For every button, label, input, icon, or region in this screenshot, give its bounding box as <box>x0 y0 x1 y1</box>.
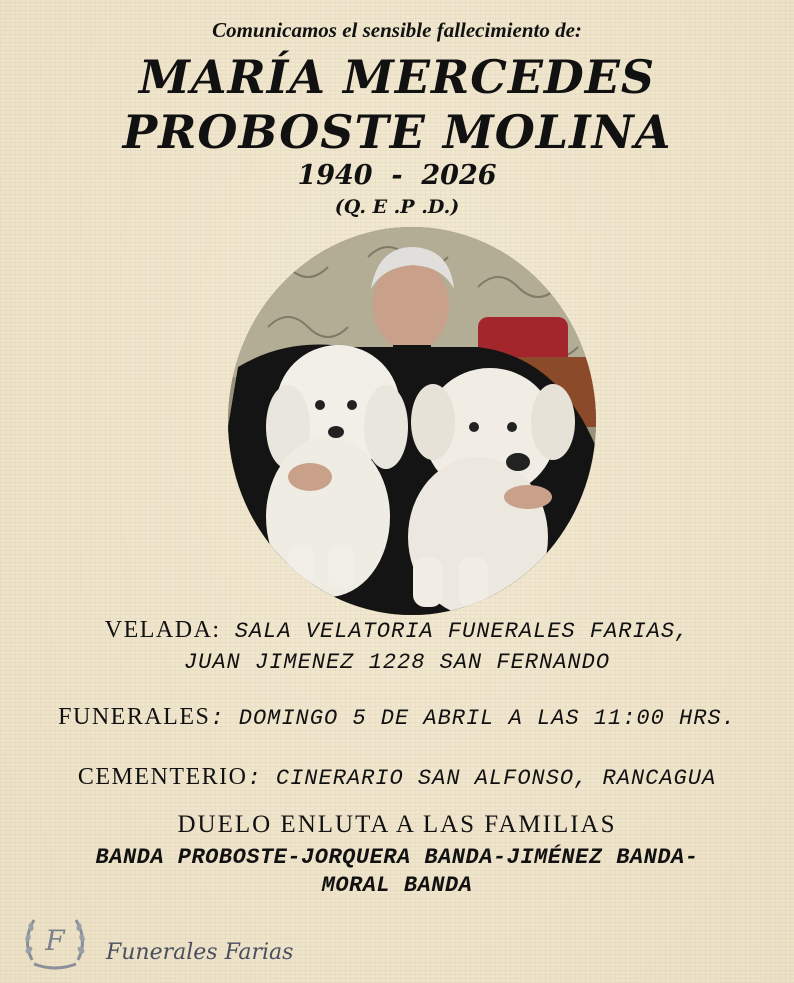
funeral-home-logo-icon <box>20 906 90 974</box>
cementerio-value: : CINERARIO SAN ALFONSO, RANCAGUA <box>247 766 717 791</box>
velada-line <box>0 617 794 644</box>
funerales-value: : DOMINGO 5 DE ABRIL A LAS 11:00 HRS. <box>210 706 736 731</box>
velada-label: VELADA: <box>104 617 221 643</box>
intro-text: Comunicamos el sensible fallecimiento de: <box>212 18 582 42</box>
duelo-heading: DUELO ENLUTA A LAS FAMILIAS <box>177 811 617 838</box>
funerales-label: FUNERALES <box>58 704 211 730</box>
portrait-illustration <box>228 227 596 615</box>
cementerio-label: CEMENTERIO <box>77 764 248 790</box>
velada-value: SALA VELATORIA FUNERALES FARIAS, <box>220 619 690 644</box>
families-line1: BANDA PROBOSTE-JORQUERA BANDA-JIMÉNEZ BANDA- <box>95 845 699 870</box>
velada-address <box>0 648 794 675</box>
logo-letter: F <box>45 924 65 957</box>
life-years: 1940 - 2026 <box>297 160 497 191</box>
funerales-line <box>0 704 794 731</box>
portrait-photo <box>228 227 596 615</box>
deceased-name-line2: PROBOSTE MOLINA <box>122 105 672 159</box>
qepd-text: (Q. E .P .D.) <box>334 196 460 218</box>
families-line2: MORAL BANDA <box>321 873 473 898</box>
deceased-name-line1: MARÍA MERCEDES <box>138 50 656 104</box>
velada-address-text: JUAN JIMENEZ 1228 SAN FERNANDO <box>183 650 611 675</box>
cementerio-line <box>0 764 794 791</box>
brand-name: Funerales Farias <box>106 940 294 965</box>
